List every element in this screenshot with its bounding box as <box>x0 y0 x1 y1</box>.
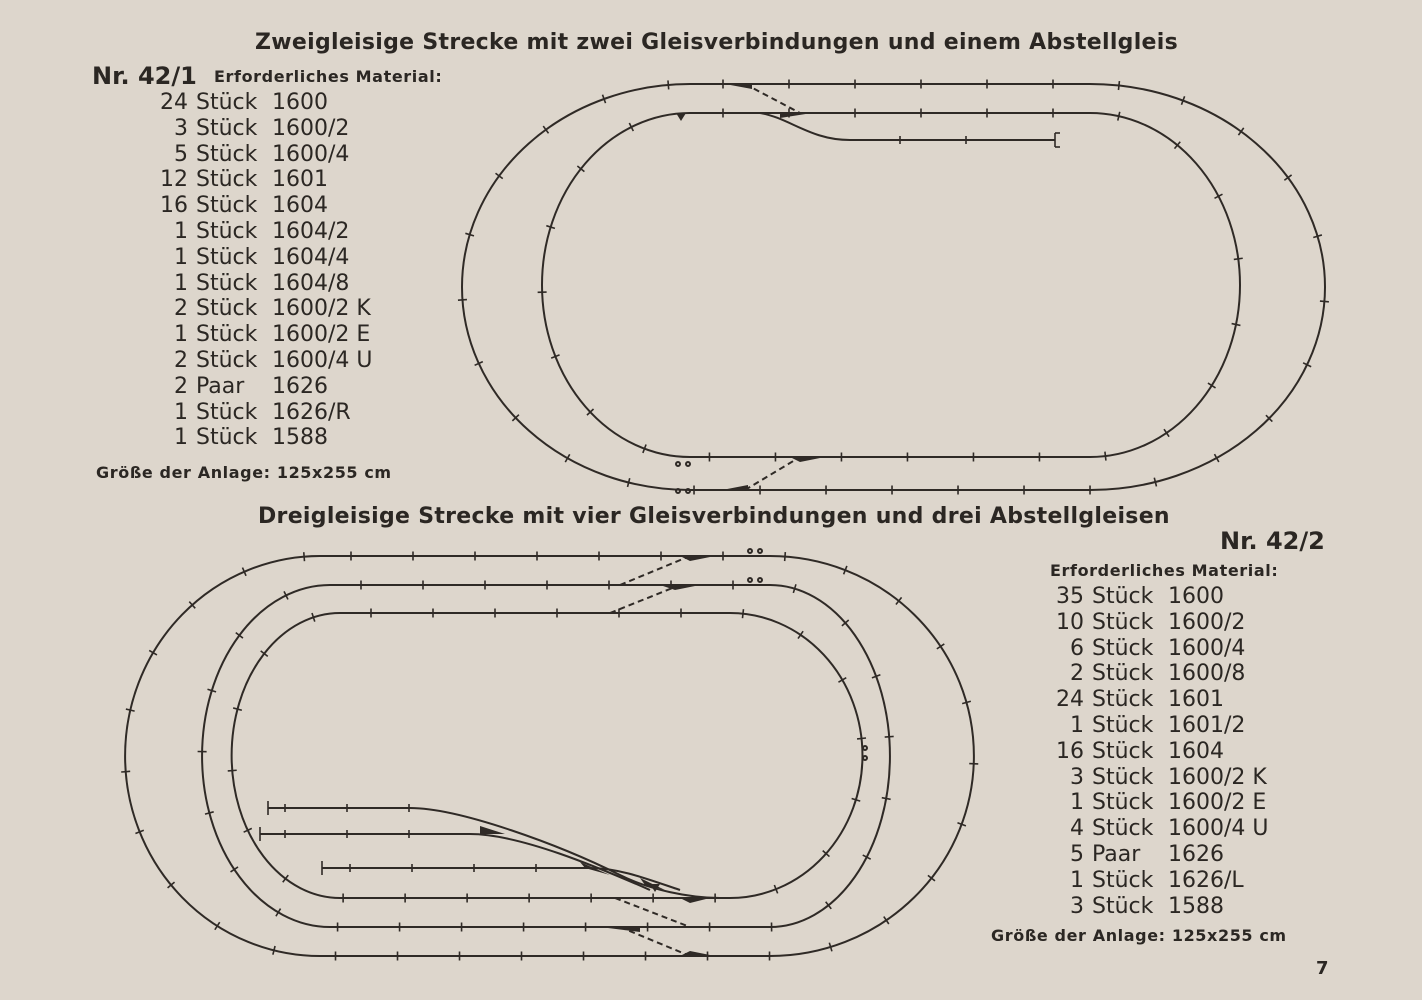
material-qty: 5 <box>1070 841 1084 867</box>
track-sleeper <box>1234 258 1243 259</box>
material-part: 1588 <box>1168 893 1224 919</box>
layout-2-number: Nr. 42/2 <box>1220 527 1325 555</box>
material-unit: Stück <box>196 244 258 270</box>
material-unit: Paar <box>1092 841 1141 867</box>
material-unit: Stück <box>196 425 258 451</box>
track-sleeper <box>1232 324 1241 326</box>
material-qty: 12 <box>160 167 188 193</box>
material-unit: Stück <box>1092 609 1154 635</box>
material-unit: Stück <box>1092 584 1154 609</box>
material-qty: 1 <box>1070 867 1084 893</box>
material-qty: 3 <box>1070 764 1084 790</box>
material-qty: 1 <box>174 218 188 244</box>
material-qty: 2 <box>174 373 188 399</box>
layout-2-size: Größe der Anlage: 125x255 cm <box>991 926 1287 945</box>
material-unit: Stück <box>196 347 258 373</box>
track-sleeper <box>1320 301 1329 302</box>
material-qty: 3 <box>174 115 188 141</box>
track-sleeper <box>121 771 130 772</box>
material-qty: 24 <box>1056 687 1084 713</box>
page-number: 7 <box>1316 958 1329 979</box>
track-sleeper <box>458 300 467 301</box>
material-part: 1604 <box>272 193 328 219</box>
material-qty: 1 <box>1070 790 1084 816</box>
track-sleeper <box>273 946 275 955</box>
material-part: 1600/2 K <box>272 296 371 322</box>
material-part: 1626/L <box>1168 867 1244 893</box>
material-qty: 5 <box>174 141 188 167</box>
material-part: 1626/R <box>272 399 351 425</box>
material-part: 1604/8 <box>272 270 350 296</box>
material-unit: Stück <box>1092 712 1154 738</box>
track-sleeper <box>628 478 630 487</box>
material-unit: Stück <box>1092 635 1154 661</box>
material-unit: Stück <box>196 115 258 141</box>
material-qty: 10 <box>1056 609 1084 635</box>
track-sleeper <box>668 80 669 89</box>
material-part: 1600/4 <box>1168 635 1246 661</box>
material-part: 1600/2 <box>1168 609 1246 635</box>
material-qty: 4 <box>1070 816 1084 842</box>
material-part: 1626 <box>1168 841 1224 867</box>
material-qty: 1 <box>174 270 188 296</box>
material-qty: 1 <box>1070 712 1084 738</box>
material-unit: Stück <box>1092 764 1154 790</box>
material-qty: 1 <box>174 425 188 451</box>
track-sleeper <box>205 812 214 814</box>
layout-2-material-heading: Erforderliches Material: <box>1050 561 1279 580</box>
material-part: 1626 <box>272 373 328 399</box>
material-qty: 2 <box>1070 661 1084 687</box>
material-qty: 2 <box>174 347 188 373</box>
material-part: 1600/4 U <box>272 347 373 373</box>
layout-1-size: Größe der Anlage: 125x255 cm <box>96 463 392 482</box>
material-qty: 3 <box>1070 893 1084 919</box>
material-part: 1600 <box>272 90 328 115</box>
material-unit: Stück <box>196 193 258 219</box>
track-sleeper <box>228 770 237 771</box>
material-qty: 1 <box>174 322 188 348</box>
material-unit: Stück <box>196 399 258 425</box>
material-part: 1600/2 E <box>1168 790 1267 816</box>
track-sleeper <box>1118 81 1119 90</box>
material-part: 1604 <box>1168 738 1224 764</box>
material-unit: Stück <box>196 322 258 348</box>
material-part: 1604/2 <box>272 218 350 244</box>
track-sleeper <box>1154 478 1156 487</box>
material-part: 1601 <box>272 167 328 193</box>
track-sleeper <box>882 798 891 800</box>
track-sleeper <box>1118 112 1120 121</box>
material-unit: Stück <box>196 141 258 167</box>
material-unit: Stück <box>1092 687 1154 713</box>
track-sleeper <box>126 709 135 711</box>
material-part: 1600/8 <box>1168 661 1246 687</box>
material-part: 1601/2 <box>1168 712 1246 738</box>
material-qty: 2 <box>174 296 188 322</box>
track-diagram-2 <box>121 549 978 961</box>
track-sleeper <box>885 736 894 737</box>
material-part: 1600/4 <box>272 141 350 167</box>
material-qty: 1 <box>174 244 188 270</box>
material-qty: 16 <box>1056 738 1084 764</box>
track-sleeper <box>1105 452 1106 461</box>
material-unit: Stück <box>196 167 258 193</box>
track-sleeper <box>742 609 743 618</box>
layout-2-title: Dreigleisige Strecke mit vier Gleisverbindungen und drei Abstellgleisen <box>258 504 1170 529</box>
material-qty: 35 <box>1056 584 1084 609</box>
material-unit: Stück <box>1092 816 1154 842</box>
layout-1-number: Nr. 42/1 <box>92 62 197 90</box>
material-unit: Stück <box>1092 661 1154 687</box>
material-unit: Stück <box>1092 790 1154 816</box>
material-part: 1600 <box>1168 584 1224 609</box>
material-part: 1601 <box>1168 687 1224 713</box>
material-part: 1588 <box>272 425 328 451</box>
track-sleeper <box>304 552 305 561</box>
material-unit: Stück <box>1092 738 1154 764</box>
material-part: 1600/2 <box>272 115 350 141</box>
track-sleeper <box>857 738 866 739</box>
material-qty: 16 <box>160 193 188 219</box>
material-part: 1600/2 K <box>1168 764 1267 790</box>
material-unit: Stück <box>196 296 258 322</box>
material-unit: Paar <box>196 373 245 399</box>
track-sleeper <box>233 708 242 710</box>
material-qty: 24 <box>160 90 188 115</box>
layout-1-title: Zweigleisige Strecke mit zwei Gleisverbindungen und einem Abstellgleis <box>255 30 1179 55</box>
material-unit: Stück <box>196 270 258 296</box>
material-unit: Stück <box>1092 867 1154 893</box>
material-part: 1604/4 <box>272 244 350 270</box>
layout-1-material-heading: Erforderliches Material: <box>214 67 443 86</box>
material-part: 1600/2 E <box>272 322 371 348</box>
material-qty: 1 <box>174 399 188 425</box>
material-unit: Stück <box>196 218 258 244</box>
track-diagram-1 <box>458 80 1329 495</box>
material-unit: Stück <box>196 90 258 115</box>
track-sleeper <box>785 552 786 561</box>
material-part: 1600/4 U <box>1168 816 1269 842</box>
material-unit: Stück <box>1092 893 1154 919</box>
material-qty: 6 <box>1070 635 1084 661</box>
